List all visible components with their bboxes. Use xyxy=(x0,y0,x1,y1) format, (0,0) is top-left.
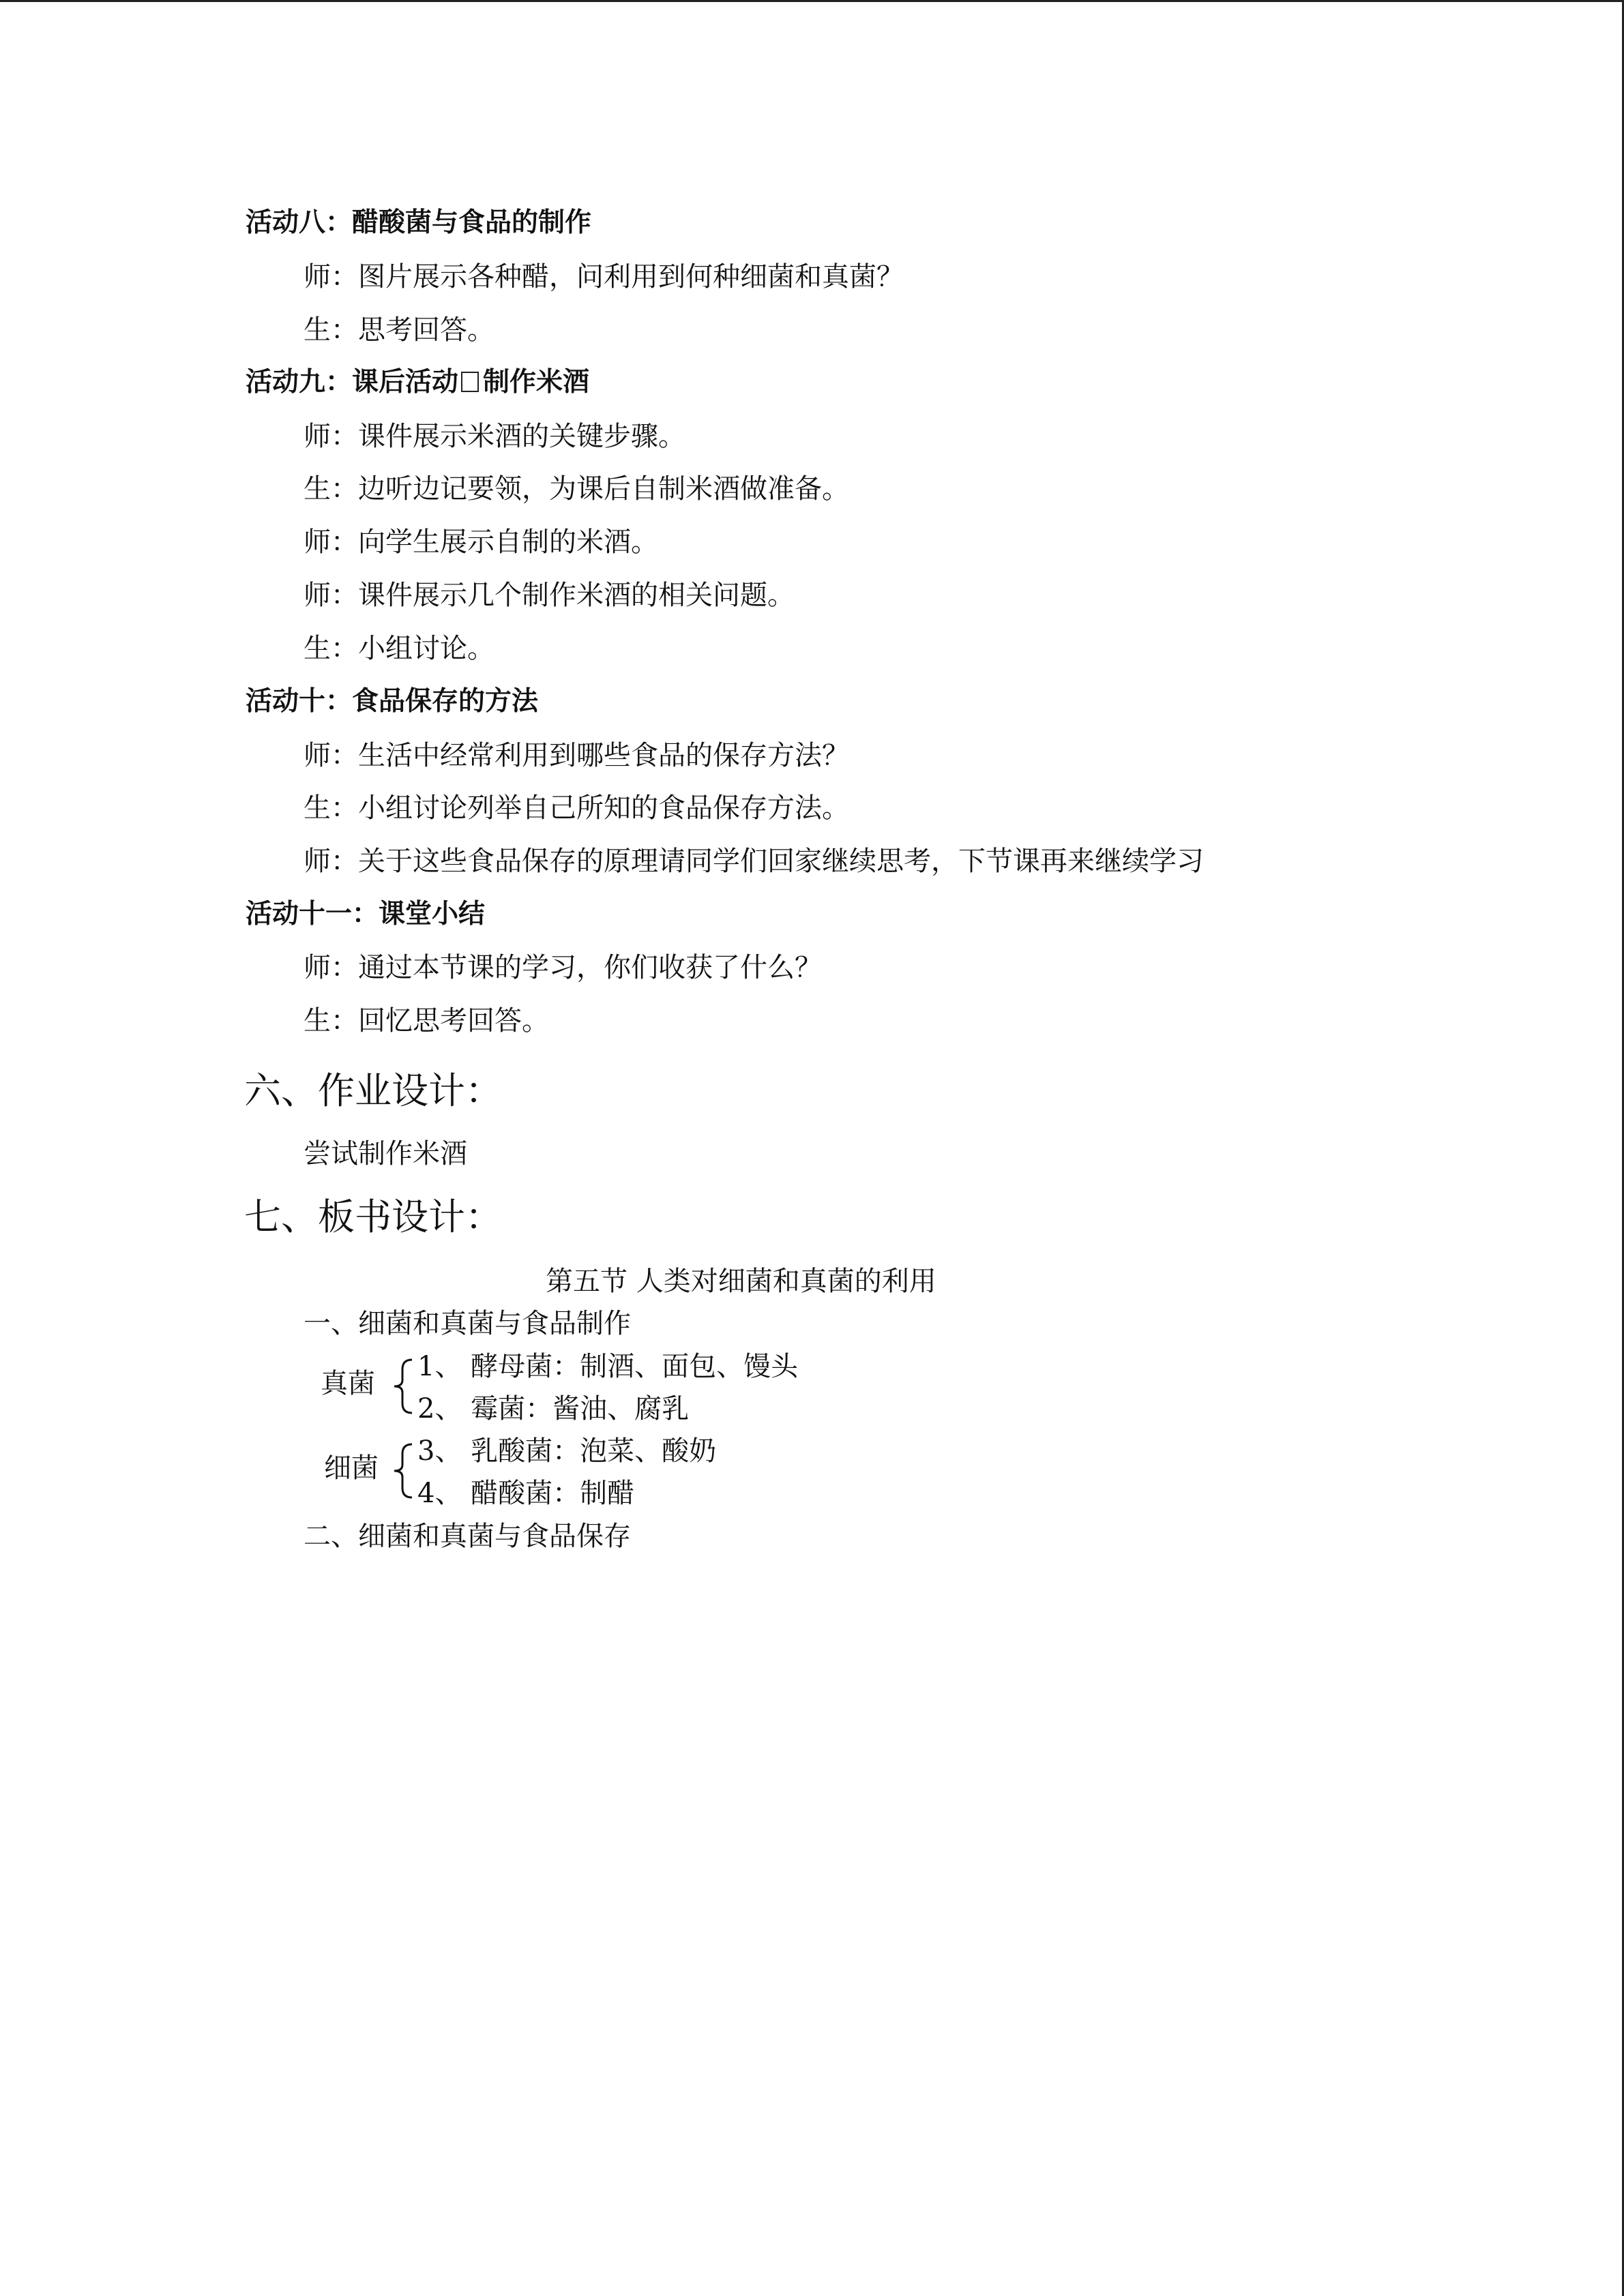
dialog-line: 师：关于这些食品保存的原理请同学们回家继续思考，下节课再来继续学习 xyxy=(304,846,1204,877)
activity-heading: 活动八：醋酸菌与食品的制作 xyxy=(246,207,592,238)
activity-heading-part: 活动九：课后活动 xyxy=(246,367,459,398)
dialog-line: 生：回忆思考回答。 xyxy=(304,1005,549,1037)
activity-heading xyxy=(246,369,589,396)
dialog-line: 师：通过本节课的学习，你们收获了什么？ xyxy=(304,952,822,983)
board-item: 3、 乳酸菌：泡菜、酸奶 xyxy=(417,1435,717,1467)
dialog-line: 师：图片展示各种醋，问利用到何种细菌和真菌？ xyxy=(304,261,904,293)
board-part-heading: 二、细菌和真菌与食品保存 xyxy=(304,1521,631,1552)
board-item: 1、 酵母菌：制酒、面包、馒头 xyxy=(417,1351,799,1382)
board-title: 第五节 人类对细菌和真菌的利用 xyxy=(546,1266,936,1297)
group-label-bacteria: 细菌 xyxy=(324,1452,379,1484)
activity-heading: 活动十：食品保存的方法 xyxy=(246,686,539,717)
board-part-heading: 一、细菌和真菌与食品制作 xyxy=(304,1308,631,1339)
section-heading-homework: 六、作业设计： xyxy=(244,1069,502,1112)
homework-text: 尝试制作米酒 xyxy=(304,1138,467,1169)
activity-heading-part: 制作米酒 xyxy=(483,367,590,398)
dialog-line: 师：生活中经常利用到哪些食品的保存方法？ xyxy=(304,740,849,771)
placeholder-box-icon xyxy=(461,372,479,392)
dialog-line: 师：课件展示几个制作米酒的相关问题。 xyxy=(304,580,795,611)
dialog-line: 师：向学生展示自制的米酒。 xyxy=(304,526,658,558)
dialog-line: 师：课件展示米酒的关键步骤。 xyxy=(304,421,685,452)
dialog-line: 生：边听边记要领，为课后自制米酒做准备。 xyxy=(304,473,849,505)
dialog-line: 生：思考回答。 xyxy=(304,314,494,346)
dialog-line: 生：小组讨论列举自己所知的食品保存方法。 xyxy=(304,792,849,824)
section-heading-board: 七、板书设计： xyxy=(244,1195,502,1238)
activity-heading: 活动十一：课堂小结 xyxy=(246,899,486,929)
dialog-line: 生：小组讨论。 xyxy=(304,633,494,664)
group-label-fungi: 真菌 xyxy=(321,1368,375,1399)
board-item: 4、 醋酸菌：制醋 xyxy=(417,1478,635,1509)
brace-icon xyxy=(390,1442,415,1500)
brace-icon xyxy=(390,1357,415,1416)
page-top-border xyxy=(0,0,1624,2)
board-item: 2、 霉菌：酱油、腐乳 xyxy=(417,1393,690,1425)
